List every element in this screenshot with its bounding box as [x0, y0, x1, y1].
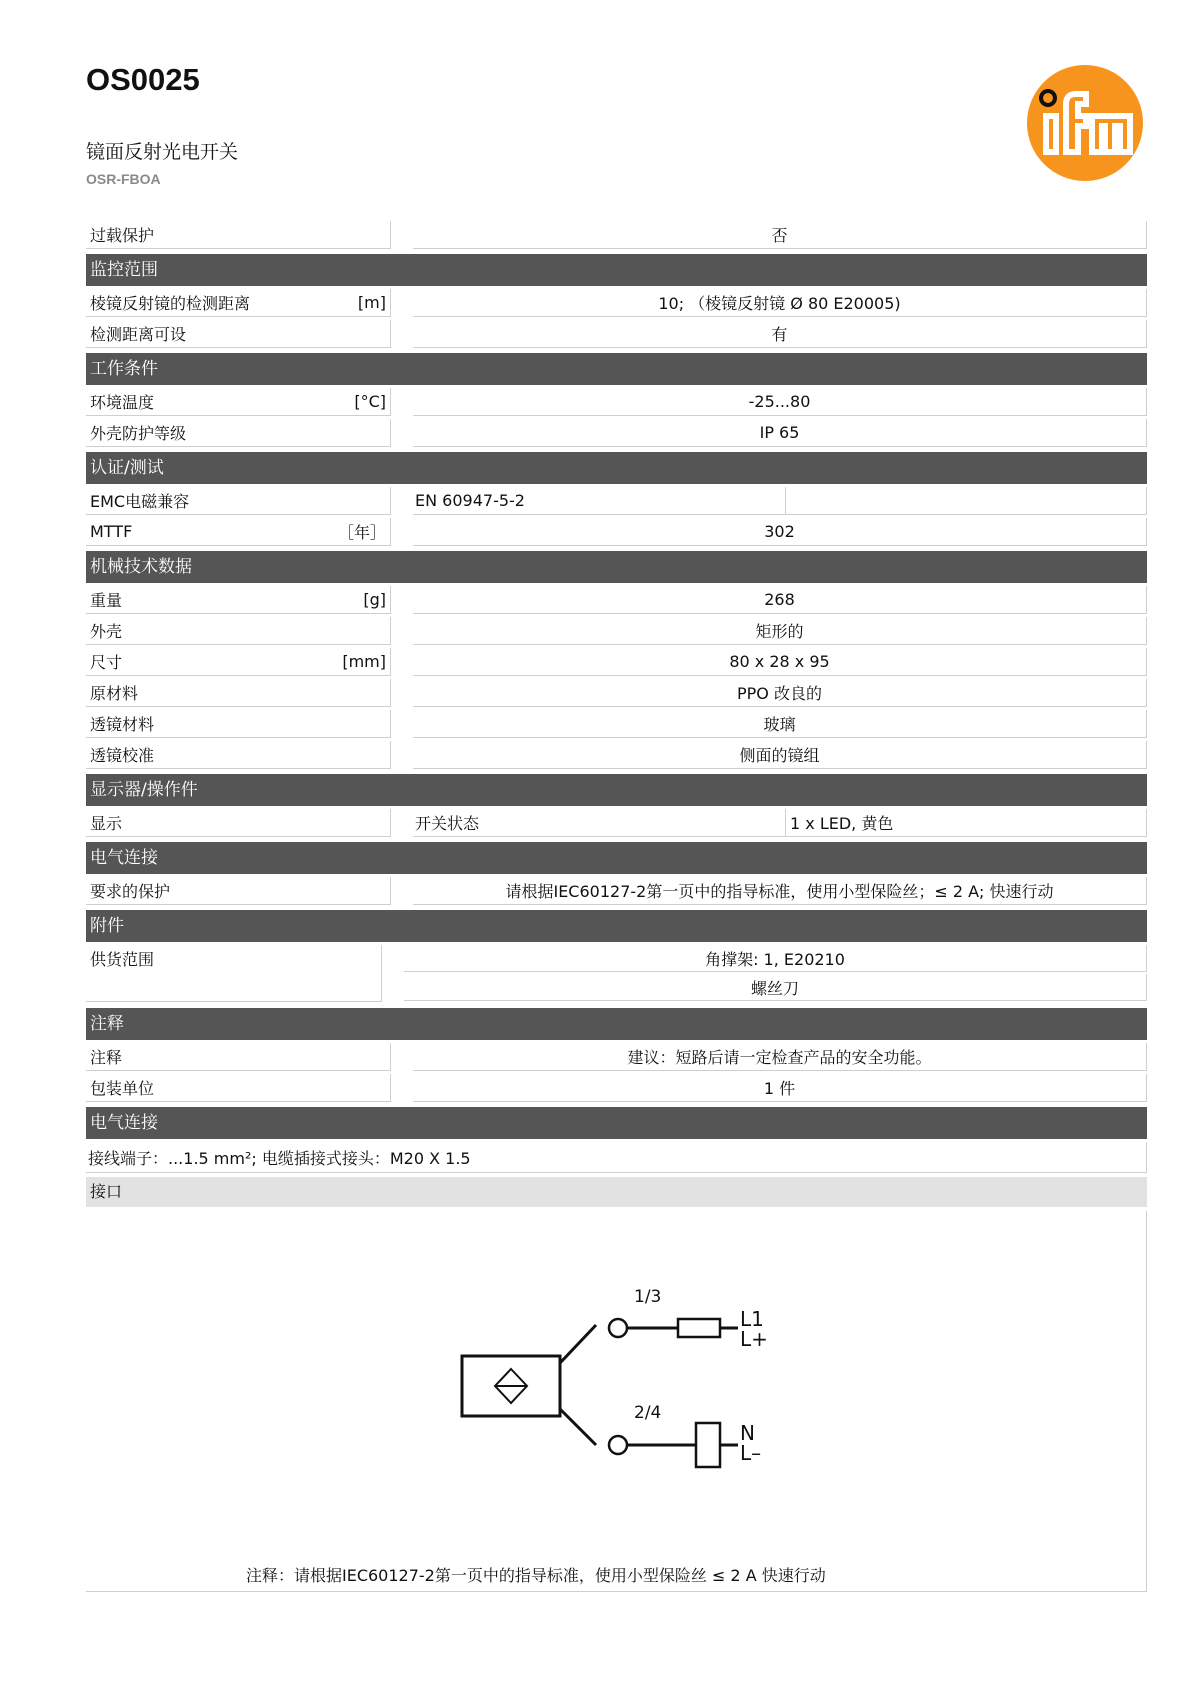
section-monitoring: 监控范围 [86, 254, 1147, 286]
section-notes: 注释 [86, 1008, 1147, 1040]
spec-table [86, 218, 1147, 1592]
value-mttf: 302 [764, 522, 795, 541]
value-ambient-temp: -25...80 [748, 392, 811, 411]
value-scope-1: 角撑架: 1, E20210 [705, 949, 845, 969]
section-operating: 工作条件 [86, 353, 1147, 385]
value-adjustable: 有 [771, 325, 788, 344]
label-lens-alignment: 透镜校准 [90, 746, 155, 765]
row-adjustable [86, 320, 1147, 348]
product-subtitle: 镜面反射光电开关 [86, 141, 239, 163]
label-ambient-temp: 环境温度 [90, 393, 155, 412]
row-protection [86, 419, 1147, 447]
row-mttf [86, 518, 1147, 546]
output-label-n: N [740, 1421, 755, 1445]
label-housing: 外壳 [90, 622, 123, 641]
label-adjustable: 检测距离可设 [90, 325, 187, 344]
output-label-l1: L1 [740, 1307, 764, 1331]
label-overload: 过载保护 [90, 226, 155, 245]
row-scope [86, 945, 1147, 1003]
value-housing: 矩形的 [755, 622, 804, 641]
value-lens-alignment: 侧面的镜组 [739, 746, 820, 765]
wiring-diagram [86, 1211, 1147, 1592]
value-material: PPO 改良的 [737, 684, 822, 703]
label-mttf: MTTF [90, 522, 133, 541]
output-label-lminus: L– [740, 1441, 762, 1465]
section-electrical-2: 电气连接 [86, 1107, 1147, 1139]
section-mechanical: 机械技术数据 [86, 551, 1147, 583]
unit-prism-range: [m] [357, 293, 386, 312]
label-scope: 供货范围 [90, 950, 155, 969]
value-display: 1 x LED, 黄色 [790, 814, 894, 833]
label-required-protection: 要求的保护 [90, 882, 171, 901]
unit-mttf: ［年］ [337, 523, 386, 542]
row-ambient-temp [86, 388, 1147, 416]
sublabel-display: 开关状态 [415, 814, 480, 833]
label-protection: 外壳防护等级 [90, 424, 187, 443]
ifm-logo [1026, 64, 1144, 182]
output-label-lplus: L+ [740, 1327, 768, 1351]
value-packaging: 1 件 [763, 1079, 796, 1098]
row-weight [86, 586, 1147, 614]
value-note: 建议：短路后请一定检查产品的安全功能。 [627, 1048, 932, 1067]
unit-dimensions: [mm] [342, 652, 386, 671]
value-weight: 268 [764, 590, 795, 609]
product-code: OSR-FBOA [86, 171, 161, 187]
section-electrical: 电气连接 [86, 842, 1147, 874]
label-weight: 重量 [90, 591, 123, 610]
value-overload: 否 [771, 226, 788, 245]
value-dimensions: 80 x 28 x 95 [729, 652, 830, 671]
diagram-note: 注释：请根据IEC60127-2第一页中的指导标准，使用小型保险丝 ≤ 2 A 快速行动 [246, 1566, 826, 1585]
row-display [86, 809, 1147, 837]
label-note: 注释 [90, 1048, 123, 1067]
value-required-protection: 请根据IEC60127-2第一页中的指导标准，使用小型保险丝；≤ 2 A; 快速行动 [505, 882, 1054, 901]
value-protection: IP 65 [759, 423, 800, 442]
label-display: 显示 [90, 814, 123, 833]
page-title: OS0025 [86, 62, 200, 97]
terminal-label-2: 2/4 [634, 1403, 662, 1423]
section-approvals: 认证/测试 [86, 452, 1147, 484]
connection-text: 接线端子：...1.5 mm²; 电缆插接式接头：M20 X 1.5 [86, 1142, 1147, 1173]
row-lens-alignment [86, 741, 1147, 769]
wiring-diagram-svg [86, 1211, 1147, 1591]
value-prism-range: 10; （棱镜反射镜 Ø 80 E20005) [658, 294, 901, 313]
row-housing [86, 617, 1147, 645]
row-prism-range [86, 289, 1147, 317]
section-accessories: 附件 [86, 910, 1147, 942]
label-dimensions: 尺寸 [90, 653, 123, 672]
row-required-protection [86, 877, 1147, 905]
row-note [86, 1043, 1147, 1071]
row-lens-material [86, 710, 1147, 738]
row-overload [86, 221, 1147, 249]
terminal-label-1: 1/3 [634, 1287, 662, 1307]
interface-header: 接口 [86, 1177, 1147, 1207]
value-lens-material: 玻璃 [763, 715, 796, 734]
unit-ambient-temp: [°C] [354, 392, 386, 411]
section-display: 显示器/操作件 [86, 774, 1147, 806]
row-dimensions [86, 648, 1147, 676]
value-emc: EN 60947-5-2 [415, 491, 525, 510]
label-prism-range: 棱镜反射镜的检测距离 [90, 294, 251, 313]
row-material [86, 679, 1147, 707]
label-material: 原材料 [90, 684, 139, 703]
label-emc: EMC电磁兼容 [90, 492, 190, 511]
value-scope-2: 螺丝刀 [750, 978, 799, 998]
row-emc [86, 487, 1147, 515]
label-lens-material: 透镜材料 [90, 715, 155, 734]
label-packaging: 包装单位 [90, 1079, 155, 1098]
unit-weight: [g] [363, 590, 386, 609]
row-packaging [86, 1074, 1147, 1102]
